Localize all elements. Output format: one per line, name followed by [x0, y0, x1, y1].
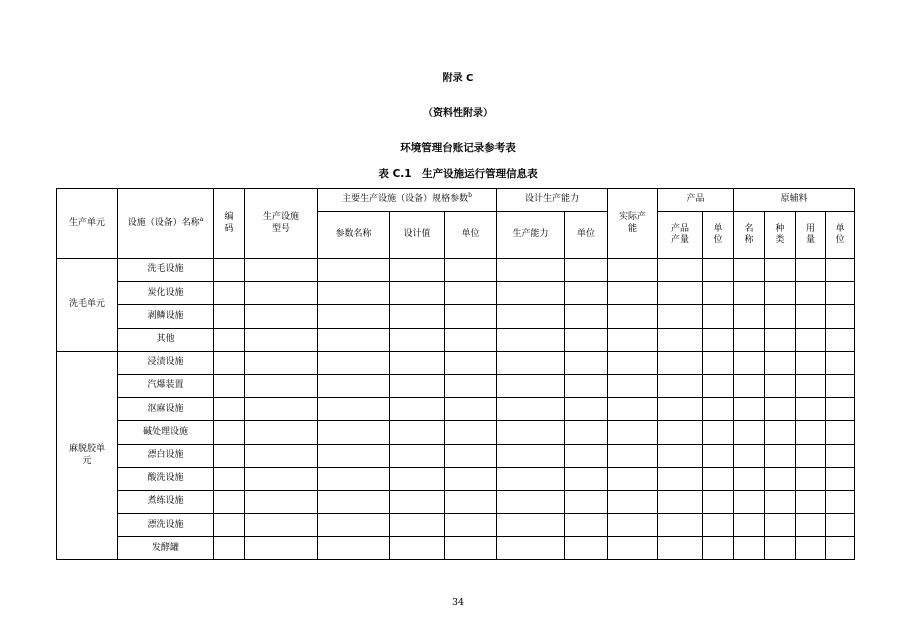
- empty-data-cell: [245, 421, 318, 444]
- empty-data-cell: [214, 374, 245, 397]
- empty-data-cell: [565, 490, 608, 513]
- table-row: [57, 421, 855, 444]
- empty-data-cell: [245, 490, 318, 513]
- empty-data-cell: [445, 514, 497, 537]
- empty-data-cell: [608, 398, 658, 421]
- empty-data-cell: [796, 467, 826, 490]
- empty-data-cell: [565, 282, 608, 305]
- facility-name-cell: 沤麻设施: [118, 398, 214, 421]
- header-material-unit: 单 位: [826, 212, 855, 259]
- facility-name-cell: 炭化设施: [118, 282, 214, 305]
- empty-data-cell: [658, 398, 703, 421]
- empty-data-cell: [658, 351, 703, 374]
- empty-data-cell: [608, 537, 658, 560]
- empty-data-cell: [245, 282, 318, 305]
- empty-data-cell: [658, 328, 703, 351]
- empty-data-cell: [390, 374, 445, 397]
- empty-data-cell: [214, 467, 245, 490]
- empty-data-cell: [796, 259, 826, 282]
- table-row: [57, 259, 855, 282]
- header-capacity-unit: 单位: [565, 212, 608, 259]
- appendix-subtitle: （资料性附录）: [423, 108, 493, 119]
- empty-data-cell: [734, 374, 765, 397]
- empty-data-cell: [765, 514, 796, 537]
- empty-data-cell: [796, 351, 826, 374]
- table-row: [57, 490, 855, 513]
- empty-data-cell: [703, 514, 734, 537]
- header-product-output: 产品 产量: [658, 212, 703, 259]
- empty-data-cell: [497, 328, 565, 351]
- empty-data-cell: [826, 444, 855, 467]
- empty-data-cell: [734, 421, 765, 444]
- empty-data-cell: [608, 259, 658, 282]
- empty-data-cell: [318, 374, 390, 397]
- empty-data-cell: [608, 490, 658, 513]
- empty-data-cell: [796, 537, 826, 560]
- header-product: 产品: [658, 189, 734, 212]
- empty-data-cell: [445, 398, 497, 421]
- empty-data-cell: [826, 467, 855, 490]
- empty-data-cell: [608, 351, 658, 374]
- empty-data-cell: [796, 444, 826, 467]
- empty-data-cell: [214, 328, 245, 351]
- header-spec-params: [318, 189, 497, 212]
- appendix-label: 附录 C: [442, 73, 474, 84]
- facility-name-cell: 剥鳞设施: [118, 305, 214, 328]
- empty-data-cell: [318, 259, 390, 282]
- table-row: [57, 305, 855, 328]
- facility-name-cell: 煮练设施: [118, 490, 214, 513]
- empty-data-cell: [565, 328, 608, 351]
- table-row: [57, 514, 855, 537]
- empty-data-cell: [703, 351, 734, 374]
- empty-data-cell: [734, 259, 765, 282]
- empty-data-cell: [826, 514, 855, 537]
- empty-data-cell: [565, 444, 608, 467]
- header-param-name: 参数名称: [318, 212, 390, 259]
- header-material-type: 种 类: [765, 212, 796, 259]
- empty-data-cell: [565, 537, 608, 560]
- table-row: [57, 282, 855, 305]
- header-facility-name-text: 设施（设备）名称: [127, 217, 200, 228]
- empty-data-cell: [214, 398, 245, 421]
- empty-data-cell: [565, 421, 608, 444]
- empty-data-cell: [497, 537, 565, 560]
- empty-data-cell: [214, 351, 245, 374]
- empty-data-cell: [318, 398, 390, 421]
- empty-data-cell: [734, 351, 765, 374]
- table-row: [57, 328, 855, 351]
- empty-data-cell: [497, 305, 565, 328]
- empty-data-cell: [318, 328, 390, 351]
- facility-name-cell: 其他: [118, 328, 214, 351]
- empty-data-cell: [765, 374, 796, 397]
- empty-data-cell: [214, 514, 245, 537]
- empty-data-cell: [245, 467, 318, 490]
- empty-data-cell: [796, 282, 826, 305]
- empty-data-cell: [565, 467, 608, 490]
- empty-data-cell: [703, 282, 734, 305]
- header-raw-material: 原辅料: [734, 189, 855, 212]
- empty-data-cell: [658, 537, 703, 560]
- empty-data-cell: [765, 490, 796, 513]
- empty-data-cell: [765, 421, 796, 444]
- empty-data-cell: [608, 514, 658, 537]
- empty-data-cell: [390, 537, 445, 560]
- empty-data-cell: [445, 467, 497, 490]
- empty-data-cell: [445, 537, 497, 560]
- empty-data-cell: [390, 351, 445, 374]
- facility-name-cell: 洗毛设施: [118, 259, 214, 282]
- empty-data-cell: [826, 421, 855, 444]
- empty-data-cell: [318, 282, 390, 305]
- empty-data-cell: [765, 328, 796, 351]
- empty-data-cell: [245, 259, 318, 282]
- header-spec-params-text: 主要生产设施（设备）规格参数: [342, 194, 469, 205]
- empty-data-cell: [318, 490, 390, 513]
- empty-data-cell: [565, 259, 608, 282]
- empty-data-cell: [318, 444, 390, 467]
- empty-data-cell: [734, 398, 765, 421]
- empty-data-cell: [765, 351, 796, 374]
- empty-data-cell: [796, 328, 826, 351]
- table-row: [57, 374, 855, 397]
- empty-data-cell: [445, 444, 497, 467]
- empty-data-cell: [245, 328, 318, 351]
- empty-data-cell: [245, 514, 318, 537]
- table-caption: 表 C.1 生产设施运行管理信息表: [378, 168, 538, 180]
- empty-data-cell: [796, 374, 826, 397]
- empty-data-cell: [765, 467, 796, 490]
- table-row: [57, 444, 855, 467]
- empty-data-cell: [703, 259, 734, 282]
- header-capacity: 生产能力: [497, 212, 565, 259]
- header-design-capacity: 设计生产能力: [497, 189, 608, 212]
- empty-data-cell: [608, 374, 658, 397]
- empty-data-cell: [318, 467, 390, 490]
- footnote-b-mark: b: [468, 192, 472, 200]
- empty-data-cell: [497, 374, 565, 397]
- header-code: 编 码: [214, 189, 245, 259]
- empty-data-cell: [608, 421, 658, 444]
- empty-data-cell: [608, 328, 658, 351]
- empty-data-cell: [565, 514, 608, 537]
- empty-data-cell: [826, 374, 855, 397]
- empty-data-cell: [658, 374, 703, 397]
- header-material-name: 名 称: [734, 212, 765, 259]
- empty-data-cell: [497, 421, 565, 444]
- footnote-a-mark: a: [199, 215, 204, 223]
- facility-name-cell: 浸渍设施: [118, 351, 214, 374]
- empty-data-cell: [245, 398, 318, 421]
- empty-data-cell: [765, 259, 796, 282]
- empty-data-cell: [445, 374, 497, 397]
- empty-data-cell: [796, 490, 826, 513]
- empty-data-cell: [214, 537, 245, 560]
- header-product-unit: 单 位: [703, 212, 734, 259]
- empty-data-cell: [497, 467, 565, 490]
- facility-name-cell: 碱处理设施: [118, 421, 214, 444]
- empty-data-cell: [658, 421, 703, 444]
- empty-data-cell: [497, 490, 565, 513]
- page-number: 34: [451, 597, 465, 608]
- empty-data-cell: [658, 490, 703, 513]
- empty-data-cell: [390, 328, 445, 351]
- empty-data-cell: [497, 398, 565, 421]
- empty-data-cell: [390, 490, 445, 513]
- empty-data-cell: [214, 444, 245, 467]
- table-row: [57, 351, 855, 374]
- empty-data-cell: [703, 305, 734, 328]
- document-title: 环境管理台账记录参考表: [400, 142, 516, 154]
- empty-data-cell: [734, 444, 765, 467]
- empty-data-cell: [703, 490, 734, 513]
- table-row: [57, 537, 855, 560]
- empty-data-cell: [826, 537, 855, 560]
- header-production-unit: 生产单元: [57, 189, 118, 259]
- facility-name-cell: 酸洗设施: [118, 467, 214, 490]
- empty-data-cell: [390, 467, 445, 490]
- empty-data-cell: [658, 514, 703, 537]
- empty-data-cell: [826, 490, 855, 513]
- empty-data-cell: [565, 351, 608, 374]
- empty-data-cell: [497, 514, 565, 537]
- empty-data-cell: [390, 444, 445, 467]
- empty-data-cell: [703, 328, 734, 351]
- empty-data-cell: [608, 305, 658, 328]
- header-param-unit: 单位: [445, 212, 497, 259]
- empty-data-cell: [826, 305, 855, 328]
- facility-name-cell: 漂白设施: [118, 444, 214, 467]
- empty-data-cell: [703, 467, 734, 490]
- table-row: [57, 467, 855, 490]
- facility-name-cell: 发酵罐: [118, 537, 214, 560]
- empty-data-cell: [565, 398, 608, 421]
- empty-data-cell: [318, 537, 390, 560]
- empty-data-cell: [497, 444, 565, 467]
- empty-data-cell: [796, 305, 826, 328]
- empty-data-cell: [703, 398, 734, 421]
- table-row: [57, 398, 855, 421]
- empty-data-cell: [214, 259, 245, 282]
- header-material-usage: 用 量: [796, 212, 826, 259]
- facility-info-table: [56, 188, 855, 560]
- empty-data-cell: [826, 328, 855, 351]
- empty-data-cell: [318, 305, 390, 328]
- empty-data-cell: [826, 398, 855, 421]
- empty-data-cell: [765, 305, 796, 328]
- empty-data-cell: [734, 328, 765, 351]
- empty-data-cell: [826, 282, 855, 305]
- empty-data-cell: [445, 328, 497, 351]
- empty-data-cell: [826, 351, 855, 374]
- empty-data-cell: [245, 537, 318, 560]
- empty-data-cell: [658, 467, 703, 490]
- header-design-value: 设计值: [390, 212, 445, 259]
- empty-data-cell: [497, 259, 565, 282]
- production-unit-cell: 麻脱胶单 元: [57, 351, 118, 560]
- empty-data-cell: [245, 374, 318, 397]
- empty-data-cell: [445, 490, 497, 513]
- empty-data-cell: [765, 282, 796, 305]
- empty-data-cell: [445, 351, 497, 374]
- empty-data-cell: [658, 259, 703, 282]
- facility-name-cell: 汽爆装置: [118, 374, 214, 397]
- empty-data-cell: [734, 537, 765, 560]
- empty-data-cell: [390, 305, 445, 328]
- empty-data-cell: [445, 259, 497, 282]
- empty-data-cell: [658, 444, 703, 467]
- empty-data-cell: [658, 282, 703, 305]
- empty-data-cell: [734, 514, 765, 537]
- empty-data-cell: [497, 282, 565, 305]
- empty-data-cell: [703, 374, 734, 397]
- empty-data-cell: [390, 259, 445, 282]
- header-model: 生产设施 型号: [245, 189, 318, 259]
- empty-data-cell: [703, 444, 734, 467]
- empty-data-cell: [390, 514, 445, 537]
- empty-data-cell: [318, 351, 390, 374]
- empty-data-cell: [765, 398, 796, 421]
- empty-data-cell: [390, 421, 445, 444]
- empty-data-cell: [445, 305, 497, 328]
- empty-data-cell: [734, 490, 765, 513]
- empty-data-cell: [796, 514, 826, 537]
- empty-data-cell: [214, 282, 245, 305]
- empty-data-cell: [214, 490, 245, 513]
- empty-data-cell: [734, 467, 765, 490]
- empty-data-cell: [765, 444, 796, 467]
- empty-data-cell: [445, 421, 497, 444]
- empty-data-cell: [214, 305, 245, 328]
- empty-data-cell: [703, 421, 734, 444]
- header-actual-capacity: 实际产 能: [608, 189, 658, 259]
- empty-data-cell: [318, 421, 390, 444]
- empty-data-cell: [565, 374, 608, 397]
- empty-data-cell: [390, 282, 445, 305]
- empty-data-cell: [703, 537, 734, 560]
- empty-data-cell: [796, 421, 826, 444]
- empty-data-cell: [245, 351, 318, 374]
- empty-data-cell: [318, 514, 390, 537]
- empty-data-cell: [608, 467, 658, 490]
- empty-data-cell: [445, 282, 497, 305]
- empty-data-cell: [734, 305, 765, 328]
- empty-data-cell: [245, 444, 318, 467]
- empty-data-cell: [796, 398, 826, 421]
- facility-name-cell: 漂洗设施: [118, 514, 214, 537]
- empty-data-cell: [390, 398, 445, 421]
- empty-data-cell: [608, 444, 658, 467]
- empty-data-cell: [765, 537, 796, 560]
- header-facility-name: [118, 189, 214, 259]
- empty-data-cell: [245, 305, 318, 328]
- production-unit-cell: 洗毛单元: [57, 259, 118, 352]
- empty-data-cell: [565, 305, 608, 328]
- empty-data-cell: [214, 421, 245, 444]
- empty-data-cell: [608, 282, 658, 305]
- empty-data-cell: [826, 259, 855, 282]
- empty-data-cell: [734, 282, 765, 305]
- empty-data-cell: [658, 305, 703, 328]
- empty-data-cell: [497, 351, 565, 374]
